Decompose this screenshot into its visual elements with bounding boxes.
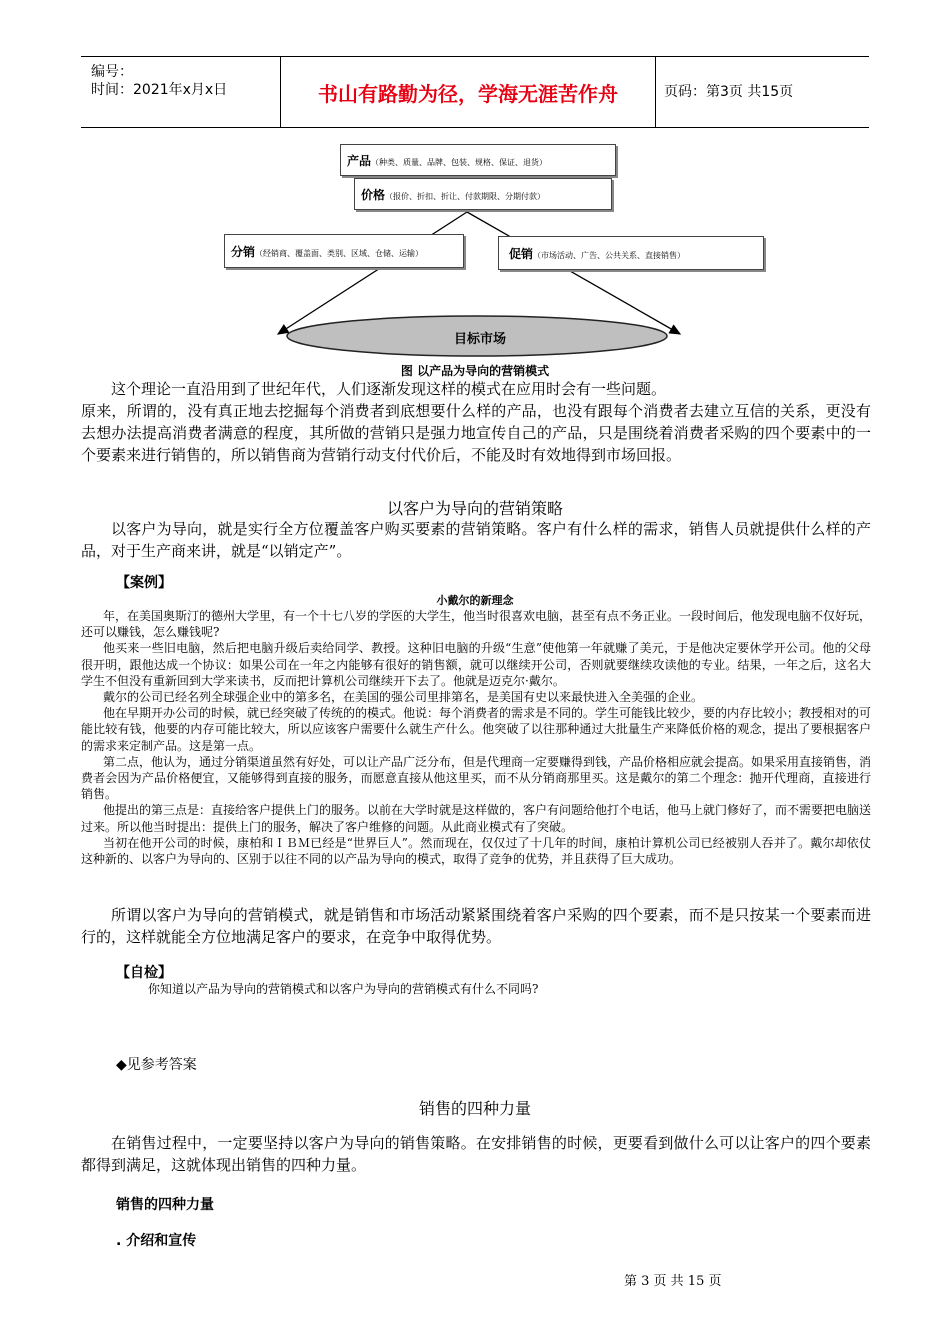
case-body <box>81 608 871 867</box>
case-paragraph: 当初在他开公司的时候，康柏和ＩＢＭ已经是“世界巨人”。然而现在，仅仅过了十几年的时间，康柏计算机公司已经被别人吞并了。戴尔却依仗这种新的、以客户为导向的、区别于以往不同的以产品为导向的模式，取得了竞争的优势，并且获得了巨大成功。 <box>81 835 871 867</box>
target-market-label: 目标市场 <box>454 332 507 347</box>
paragraph-4: 所谓以客户为导向的营销模式，就是销售和市场活动紧紧围绕着客户采购的四个要素，而不是只按某一个要素而进行的，这样就能全方位地满足客户的要求，在竞争中取得优势。 <box>81 906 871 946</box>
header-motto: 书山有路勤为径，学海无涯苦作舟 <box>281 57 656 127</box>
case-paragraph: 年，在美国奥斯汀的德州大学里，有一个十七八岁的学医的大学生，他当时很喜欢电脑，甚至有点不务正业。一段时间后，他发现电脑不仅好玩，还可以赚钱，怎么赚钱呢? <box>81 609 872 640</box>
promotion-box <box>498 236 764 270</box>
case-paragraph: 戴尔的公司已经名列全球强企业中的第多名，在美国的强公司里排第名，是美国有史以来最快进入全美强的企业。 <box>103 690 704 705</box>
number-label: 编号： <box>91 64 133 80</box>
page-footer: 第 3 页 共 15 页 <box>624 1274 722 1289</box>
case-paragraph: 第二点，他认为，通过分销渠道虽然有好处，可以让产品广泛分布，但是代理商一定要赚得到钱，产品价格相应就会提高。如果采用直接销售，消费者会因为产品价格便宜，又能够得到直接的服务，而愿意直接从他这里买，而不从分销商那里买。这是戴尔的第二个理念：抛开代理商，直接进行销售。 <box>81 754 872 802</box>
promotion-label: 促销 <box>509 247 534 261</box>
selfcheck-question: 你知道以产品为导向的营销模式和以客户为导向的营销模式有什么不同吗? <box>148 982 539 996</box>
paragraph-2: 原来，所谓的，没有真正地去挖掘每个消费者到底想要什么样的产品，也没有跟每个消费者去建立互信的关系，更没有去想办法提高消费者满意的程度，其所做的营销只是强力地宣传自己的产品，只是围绕着消费者采购的四个要素中的一个要素来进行销售的，所以销售商为营销行动支付代价后，不能及时有效地得到市场回报。 <box>81 402 871 464</box>
case-title: 小戴尔的新理念 <box>436 594 514 607</box>
price-label: 价格 <box>361 188 386 202</box>
section-title-customer-oriented: 以客户为导向的营销策略 <box>386 499 563 518</box>
price-detail: （报价、折扣、折让、付款期限、分期付款） <box>385 192 546 201</box>
subheading-four-forces: 销售的四种力量 <box>116 1197 214 1213</box>
section-title-four-forces: 销售的四种力量 <box>418 1099 531 1118</box>
paragraph-1: 这个理论一直沿用到了世纪年代，人们逐渐发现这样的模式在应用时会有一些问题。 <box>111 380 667 398</box>
product-label: 产品 <box>347 154 372 168</box>
distribution-detail: （经销商、覆盖面、类别、区域、仓储、运输） <box>255 249 424 258</box>
header-page-info: 页码：第3页 共15页 <box>664 84 794 100</box>
product-box <box>340 144 616 176</box>
time-label: 时间：2021年x月x日 <box>91 82 228 98</box>
case-label: 【案例】 <box>116 575 172 591</box>
subheading-intro-promotion: . 介绍和宣传 <box>116 1233 197 1249</box>
document-header <box>81 56 869 128</box>
product-detail: （种类、质量、品牌、包装、规格、保证、退货） <box>371 158 548 167</box>
selfcheck-label: 【自检】 <box>116 965 172 981</box>
case-paragraph: 他在早期开办公司的时候，就已经突破了传统的的模式。他说：每个消费者的需求是不同的。学生可能钱比较少，要的内存比较小；教授相对的可能比较有钱，他要的内存可能比较大，所以应该客户需要什么就生产什么。他突破了以往那种通过大批量生产来降低价格的观念，提出了要根据客户的需求来定制产品。这是第一点。 <box>81 706 872 753</box>
answer-reference: ◆见参考答案 <box>116 1057 197 1073</box>
paragraph-5: 在销售过程中，一定要坚持以客户为导向的销售策略。在安排销售的时候，更要看到做什么可以让客户的四个要素都得到满足，这就体现出销售的四种力量。 <box>81 1134 871 1174</box>
marketing-model-diagram <box>231 138 690 360</box>
paragraph-3: 以客户为导向，就是实行全方位覆盖客户购买要素的营销策略。客户有什么样的需求，销售人员就提供什么样的产品，对于生产商来讲，就是“以销定产”。 <box>81 520 871 560</box>
header-meta-cell <box>81 57 281 127</box>
distribution-label: 分销 <box>231 245 256 259</box>
case-paragraph: 他买来一些旧电脑，然后把电脑升级后卖给同学、教授。这种旧电脑的升级“生意”使他第一年就赚了美元，于是他决定要休学开公司。他的父母很开明，跟他达成一个协议：如果公司在一年之内能够有很好的销售额，就可以继续开公司，否则就要继续攻读他的专业。结果，一年之后，这名大学生不但没有重新回到大学来读书，反而把计算机公司继续开下去了。他就是迈克尔·戴尔。 <box>81 641 871 688</box>
promotion-detail: （市场活动、广告、公共关系、直接销售） <box>533 251 686 260</box>
price-box <box>354 178 612 210</box>
case-paragraph: 他提出的第三点是：直接给客户提供上门的服务。以前在大学时就是这样做的，客户有问题给他打个电话，他马上就门修好了，而不需要把电脑送过来。所以他当时提出：提供上门的服务，解决了客户维修的问题。从此商业模式有了突破。 <box>81 803 872 834</box>
diagram-caption: 图 以产品为导向的营销模式 <box>400 364 550 378</box>
distribution-box <box>224 234 464 268</box>
